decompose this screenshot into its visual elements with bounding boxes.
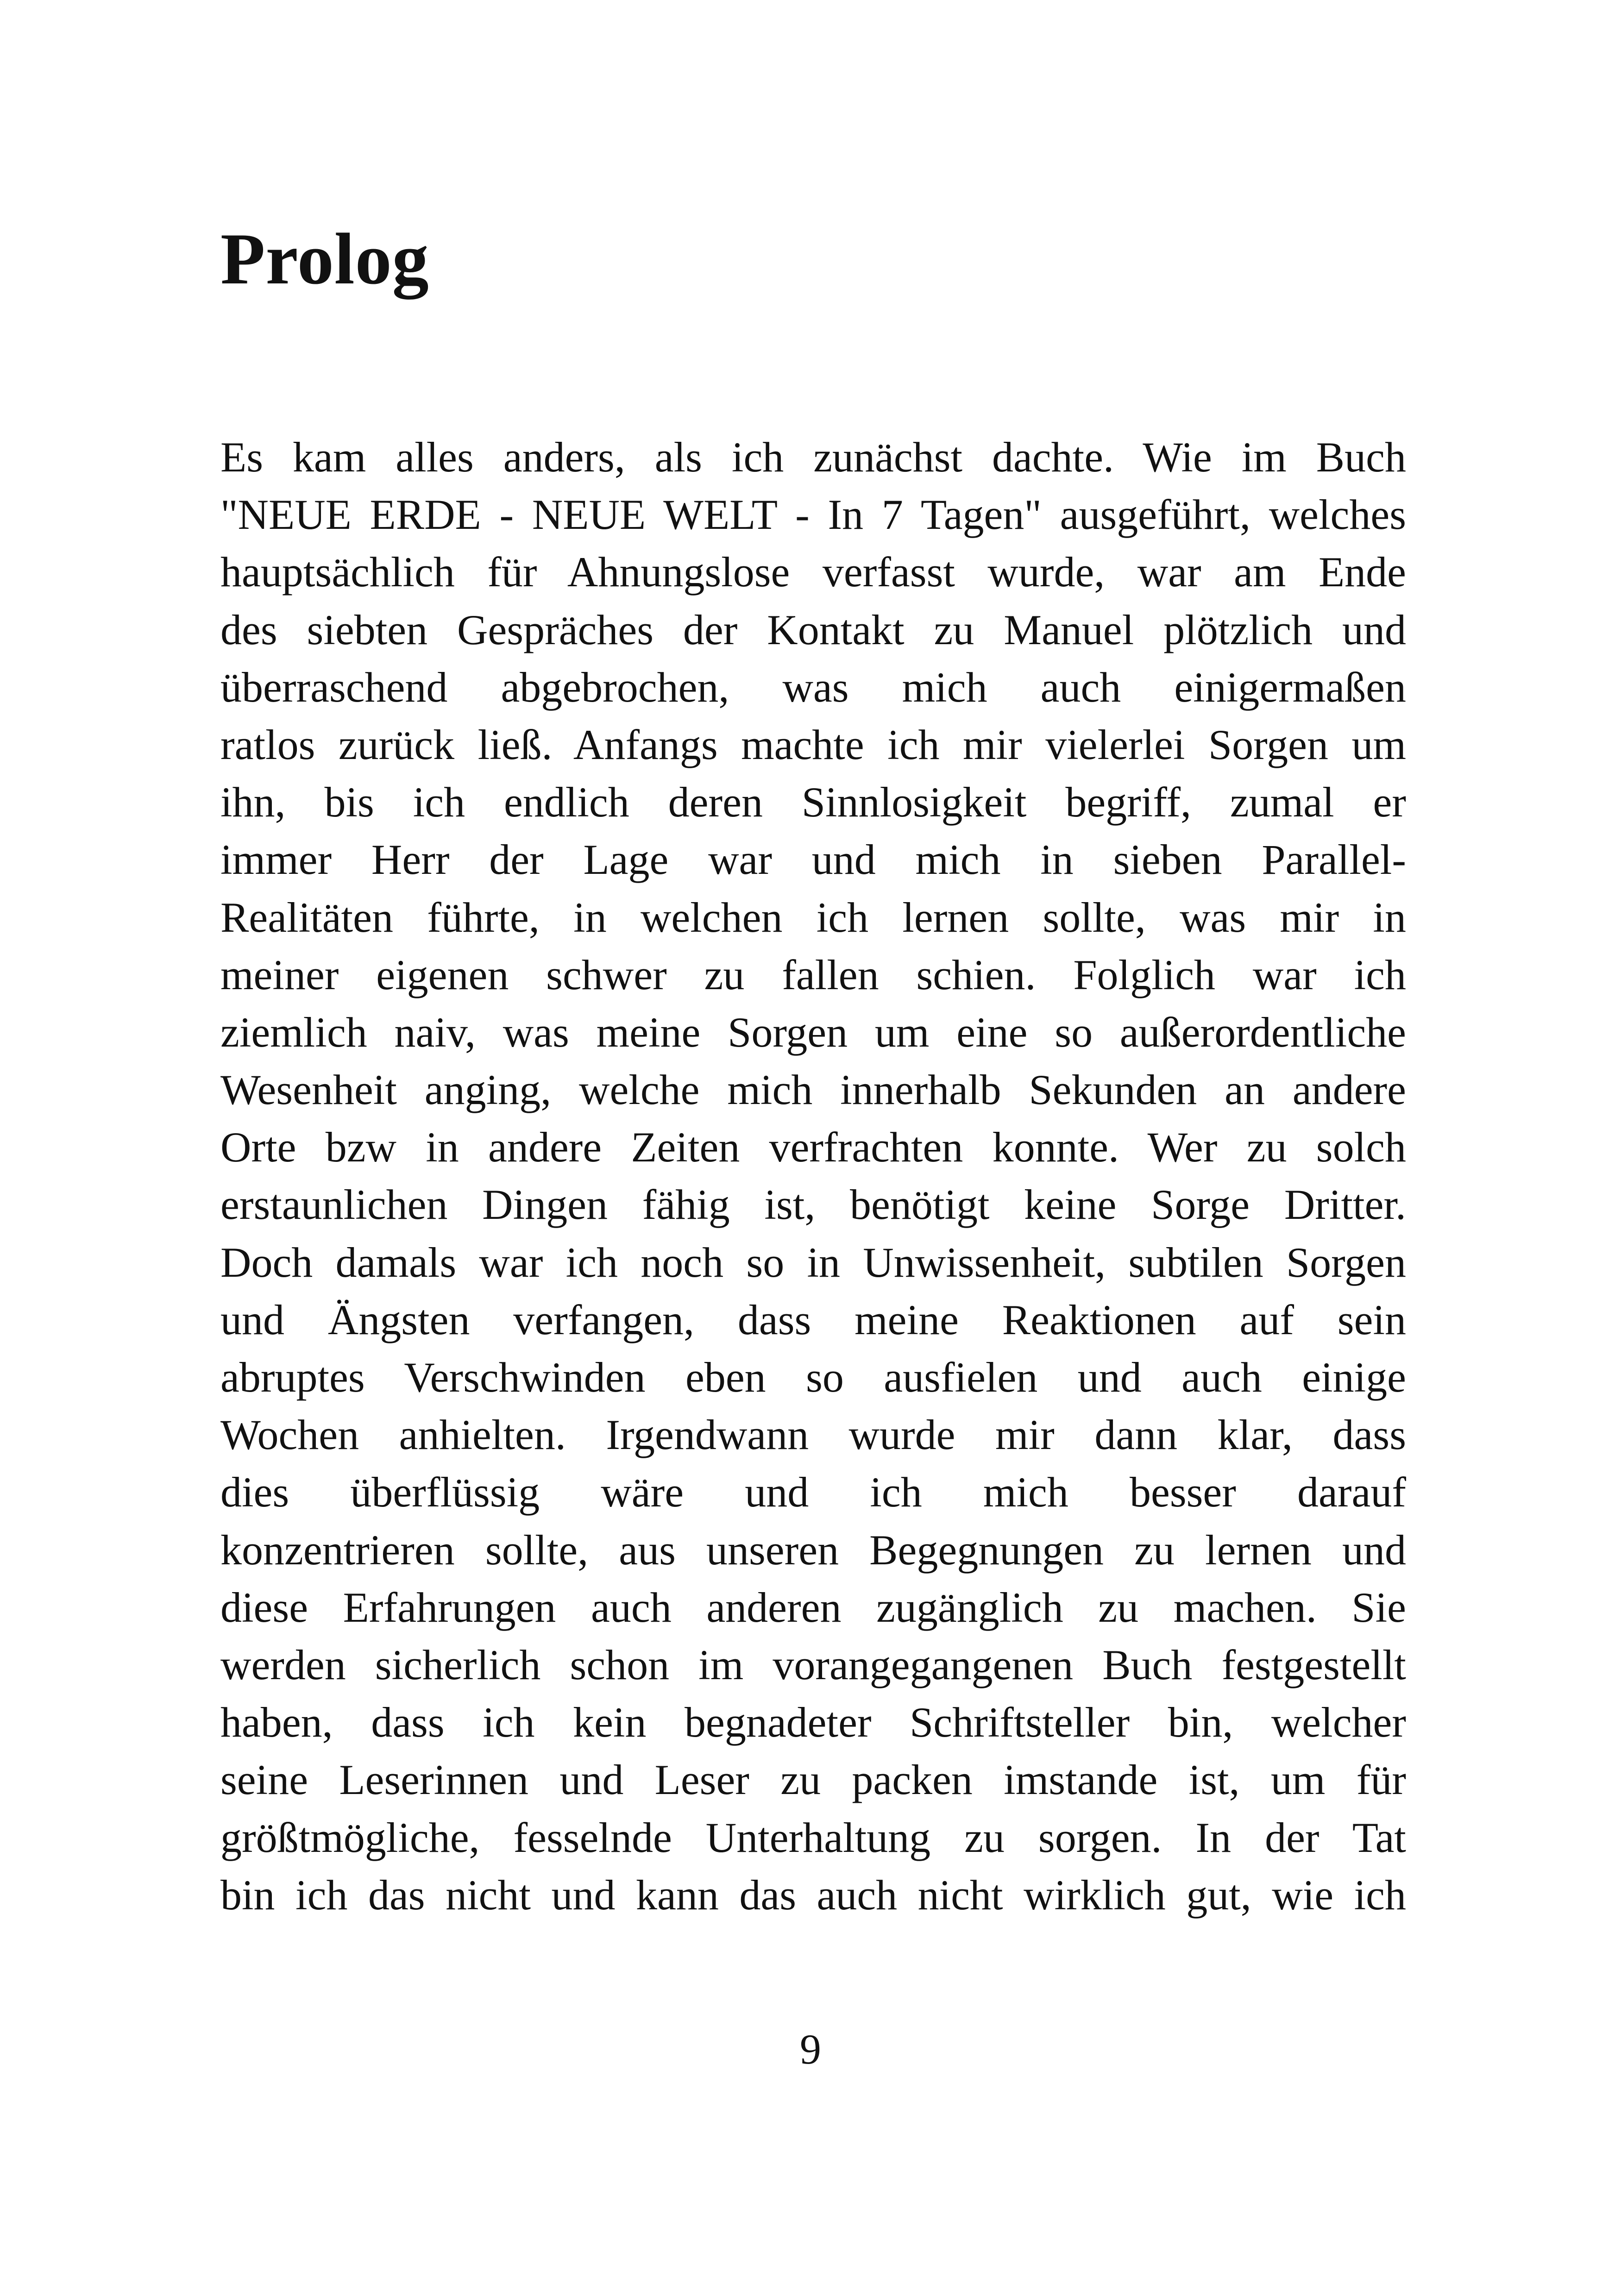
chapter-title: Prolog [220,219,429,300]
body-text [220,428,1406,1924]
text-line: Wesenheit anging, welche mich innerhalb Sekunden an andere [220,1066,1406,1114]
text-line: ihn, bis ich endlich deren Sinnlosigkeit begriff, zumal er [220,778,1406,826]
text-line: Realitäten führte, in welchen ich lernen sollte, was mir in [220,893,1406,941]
text-line: ratlos zurück ließ. Anfangs machte ich mir vielerlei Sorgen um [220,721,1406,768]
page-number: 9 [800,2026,821,2073]
text-line: des siebten Gespräches der Kontakt zu Manuel plötzlich und [220,606,1406,653]
text-line: größtmögliche, fesselnde Unterhaltung zu sorgen. In der Tat [220,1813,1406,1861]
text-line: konzentrieren sollte, aus unseren Begegnungen zu lernen und [220,1526,1406,1574]
text-line: Wochen anhielten. Irgendwann wurde mir dann klar, dass [220,1411,1406,1459]
text-line: dies überflüssig wäre und ich mich besser darauf [220,1468,1406,1516]
text-line: abruptes Verschwinden eben so ausfielen und auch einige [220,1354,1406,1401]
text-line: ziemlich naiv, was meine Sorgen um eine so außerordentliche [220,1008,1406,1056]
text-line: und Ängsten verfangen, dass meine Reaktionen auf sein [220,1296,1406,1343]
text-line: diese Erfahrungen auch anderen zugänglich zu machen. Sie [220,1583,1406,1631]
text-line: Es kam alles anders, als ich zunächst dachte. Wie im Buch [220,433,1406,481]
text-line: seine Leserinnen und Leser zu packen imstande ist, um für [220,1756,1406,1804]
text-line: hauptsächlich für Ahnungslose verfasst wurde, war am Ende [220,548,1406,596]
text-line: überraschend abgebrochen, was mich auch einigermaßen [220,663,1406,711]
text-line: immer Herr der Lage war und mich in sieben Parallel- [220,836,1406,884]
text-line: werden sicherlich schon im vorangegangenen Buch festgestellt [220,1641,1406,1688]
text-line: "NEUE ERDE - NEUE WELT - In 7 Tagen" ausgeführt, welches [220,491,1406,539]
text-line: erstaunlichen Dingen fähig ist, benötigt keine Sorge Dritter. [220,1181,1406,1229]
text-line: Orte bzw in andere Zeiten verfrachten konnte. Wer zu solch [220,1123,1406,1171]
text-line: meiner eigenen schwer zu fallen schien. Folglich war ich [220,951,1406,998]
text-line: bin ich das nicht und kann das auch nicht wirklich gut, wie ich [220,1871,1406,1919]
text-line: haben, dass ich kein begnadeter Schriftsteller bin, welcher [220,1699,1406,1746]
text-line: Doch damals war ich noch so in Unwissenheit, subtilen Sorgen [220,1238,1406,1286]
